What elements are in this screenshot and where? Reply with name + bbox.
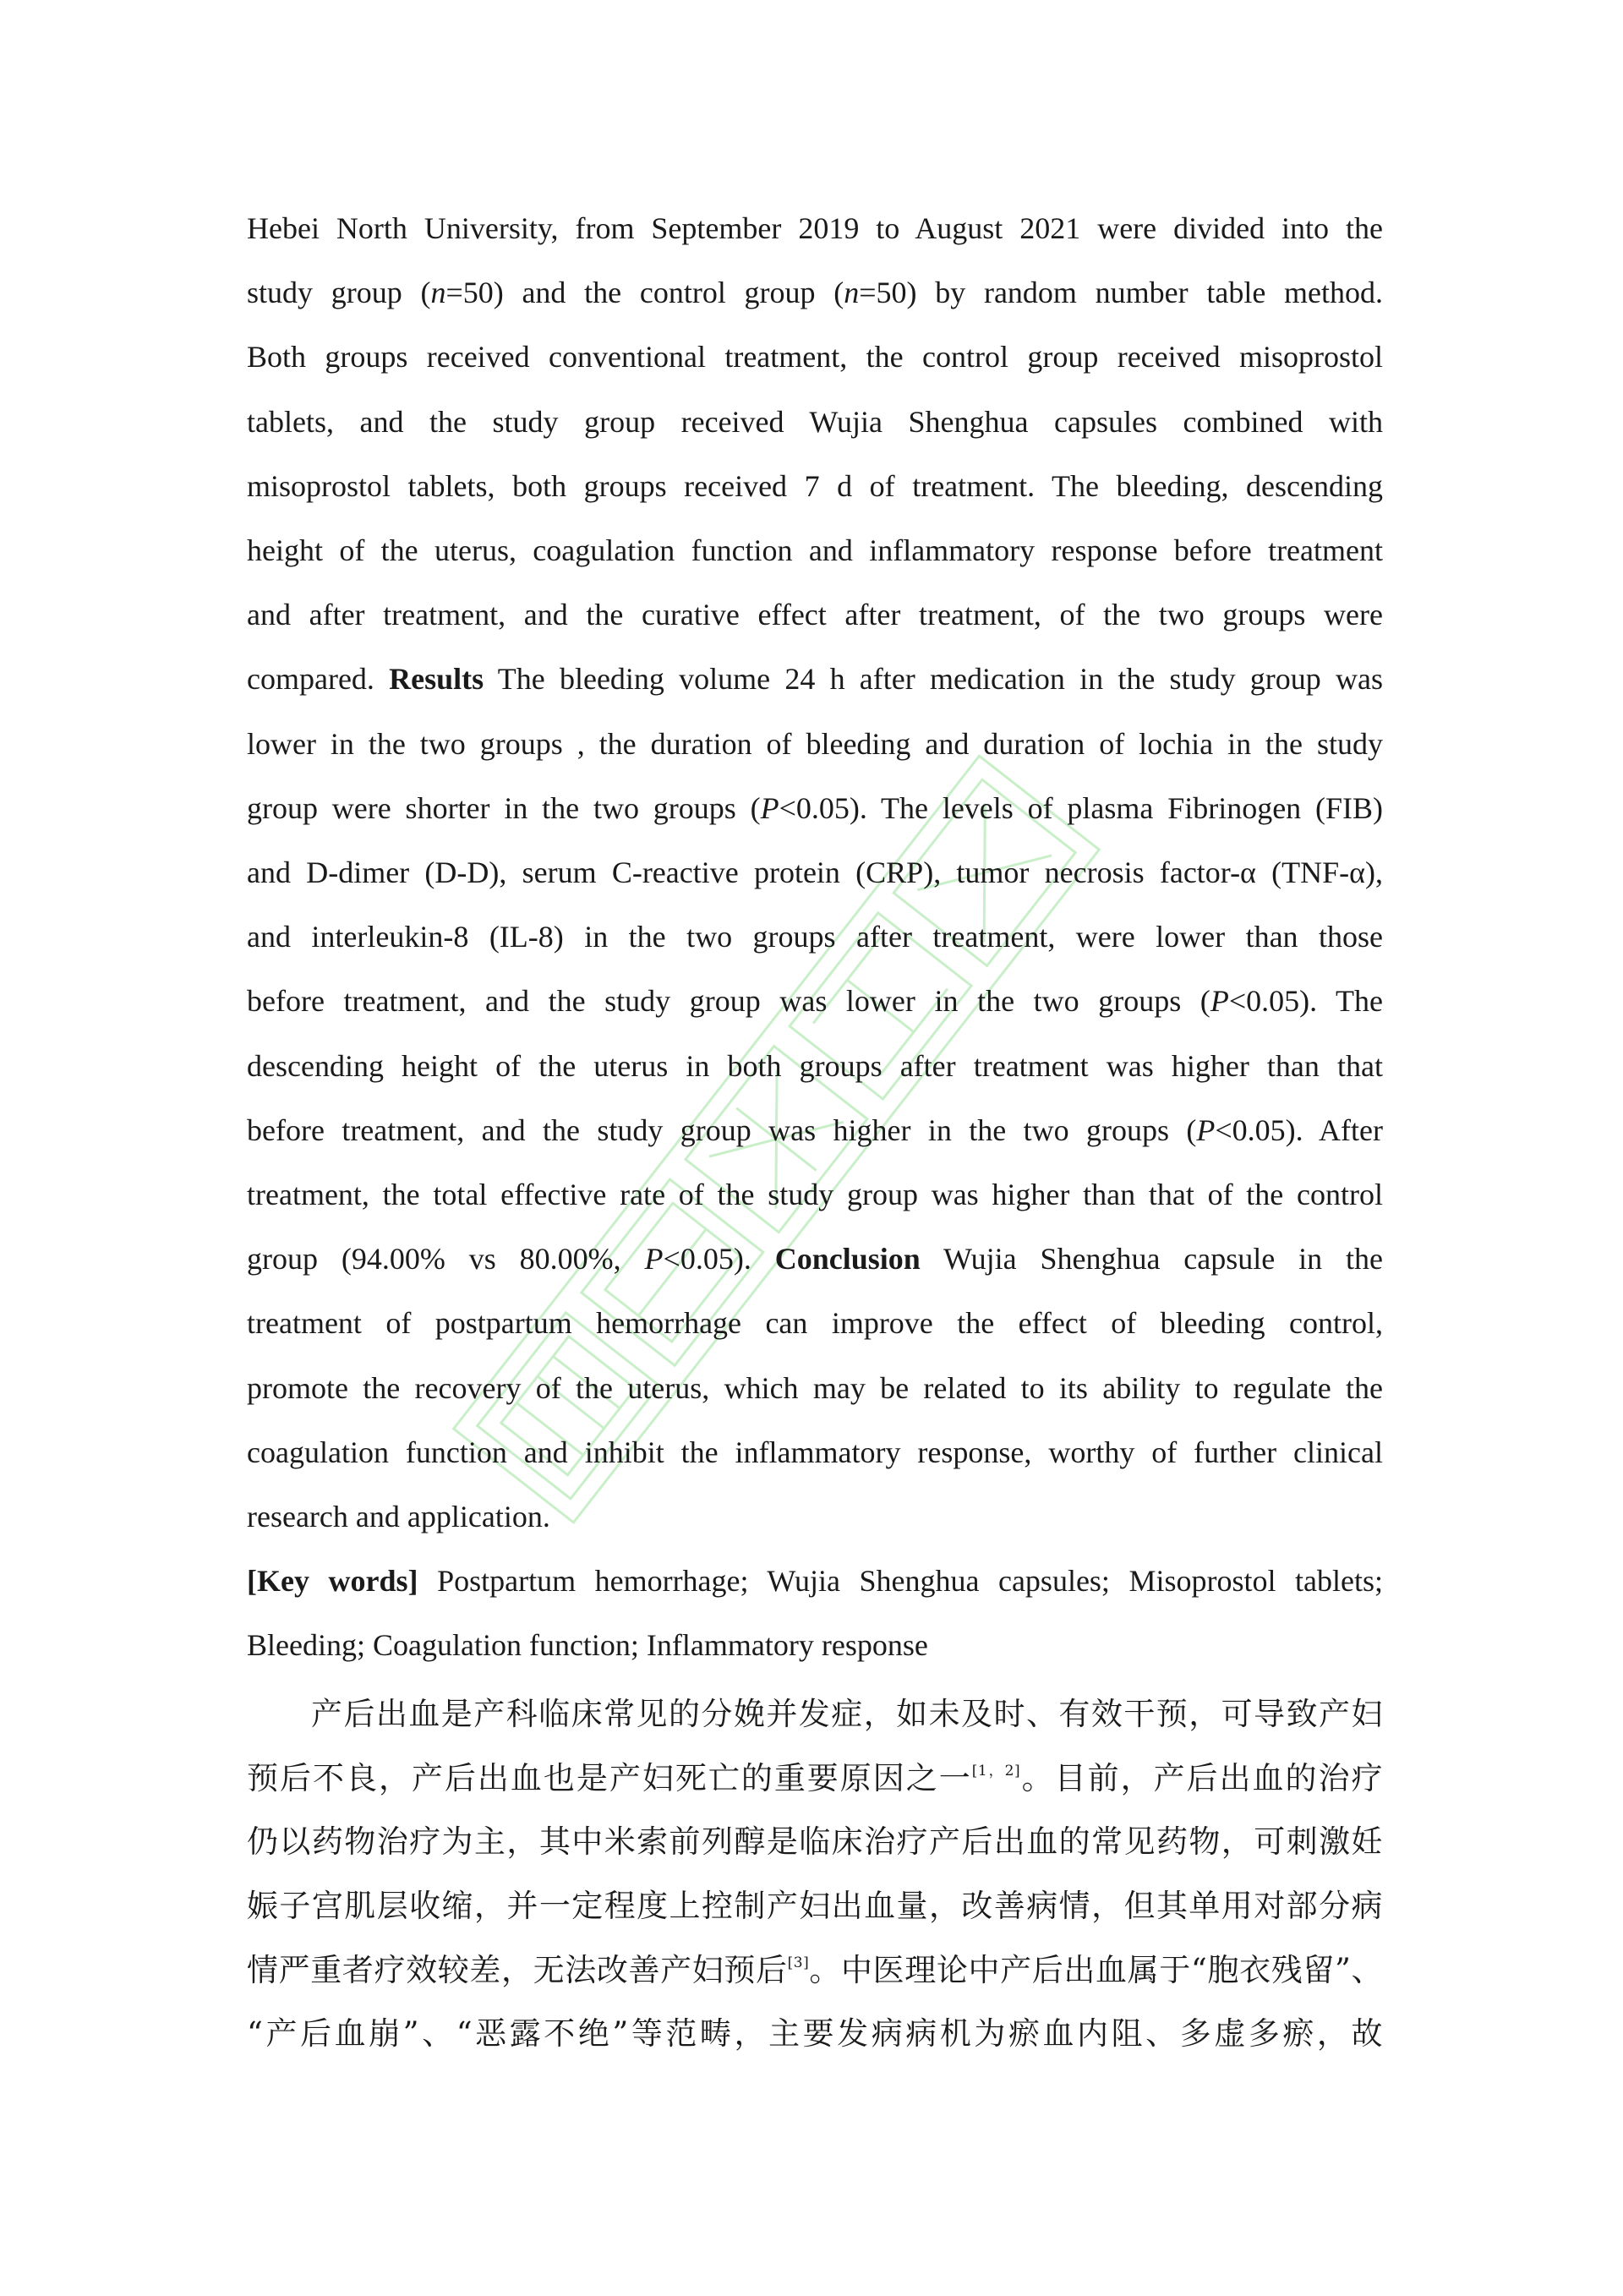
chinese-body <box>247 1682 1383 2066</box>
body-line <box>247 1682 1383 1747</box>
abstract-line <box>247 518 1383 582</box>
body-line <box>247 1810 1383 1874</box>
keywords-label: [Key words] <box>247 1564 418 1599</box>
abstract-line <box>247 260 1383 325</box>
text-span: Both groups received conventional treatment, the control group received misoprostol <box>247 340 1383 374</box>
text-span: “产后血崩”、“恶露不绝”等范畴，主要发病病机为瘀血内阻、多虚多瘀，故 <box>247 2015 1383 2053</box>
italic-p: P <box>760 790 779 825</box>
abstract-line <box>247 1034 1383 1098</box>
italic-p: P <box>644 1242 664 1276</box>
italic-n: n <box>844 276 860 310</box>
text-span: 情严重者疗效较差，无法改善产妇预后 <box>247 1951 788 1988</box>
text-span: research and application. <box>247 1500 550 1534</box>
text-span: group (94.00% vs 80.00%, <box>247 1242 621 1276</box>
text-span: The bleeding volume 24 h after medication in the study group was <box>497 662 1383 697</box>
text-span: group were shorter in the two groups ( <box>247 790 761 825</box>
text-span: <0.05). After <box>1215 1112 1384 1147</box>
abstract-line <box>247 840 1383 905</box>
page-content <box>247 196 1383 2066</box>
keywords-text: Postpartum hemorrhage; Wujia Shenghua capsules; Misoprostol tablets; <box>437 1564 1384 1599</box>
text-span: study group ( <box>247 276 431 310</box>
text-span: <0.05). The <box>1228 984 1384 1019</box>
abstract-line <box>247 454 1383 518</box>
abstract-line <box>247 647 1383 711</box>
text-span: misoprostol tablets, both groups received 7 d of treatment. The bleeding, descending <box>247 468 1383 503</box>
abstract-line <box>247 1356 1383 1420</box>
italic-p: P <box>1196 1112 1216 1147</box>
results-heading: Results <box>389 662 484 697</box>
abstract-line <box>247 1291 1383 1355</box>
citation-ref: [1，2] <box>971 1762 1021 1779</box>
text-span: coagulation function and inhibit the inflammatory response, worthy of further clinical <box>247 1435 1383 1469</box>
text-span: and interleukin-8 (IL-8) in the two groups after treatment, were lower than those <box>247 920 1383 954</box>
keywords-section <box>247 1549 1383 1677</box>
text-span: treatment of postpartum hemorrhage can improve the effect of bleeding control, <box>247 1306 1383 1341</box>
abstract-line <box>247 776 1383 840</box>
text-span: promote the recovery of the uterus, which may be related to its ability to regulate the <box>247 1370 1383 1405</box>
abstract-line <box>247 196 1383 260</box>
abstract-line <box>247 1227 1383 1291</box>
abstract-line <box>247 1484 1383 1549</box>
text-span: <0.05). The levels of plasma Fibrinogen (FIB) <box>779 790 1383 825</box>
abstract-section <box>247 196 1383 1549</box>
text-span: Hebei North University, from September 2019 to August 2021 were divided into the <box>247 211 1383 245</box>
text-span: 。中医理论中产后出血属于“胞衣残留”、 <box>809 1951 1383 1988</box>
abstract-line <box>247 1098 1383 1162</box>
abstract-line <box>247 1162 1383 1227</box>
text-span: 。目前，产后出血的治疗 <box>1020 1759 1383 1796</box>
text-span: before treatment, and the study group was higher in the two groups ( <box>247 1112 1197 1147</box>
text-span: before treatment, and the study group was lower in the two groups ( <box>247 984 1210 1019</box>
text-span: treatment, the total effective rate of the study group was higher than that of the control <box>247 1178 1383 1212</box>
text-span: 产后出血是产科临床常见的分娩并发症，如未及时、有效干预，可导致产妇 <box>311 1696 1383 1733</box>
text-span: height of the uterus, coagulation function and inflammatory response before treatment <box>247 533 1383 568</box>
keywords-line <box>247 1549 1383 1613</box>
abstract-line <box>247 905 1383 969</box>
citation-ref: [3] <box>787 1954 810 1971</box>
body-line <box>247 1938 1383 2003</box>
conclusion-heading: Conclusion <box>774 1242 921 1276</box>
abstract-line <box>247 712 1383 776</box>
body-line <box>247 2002 1383 2066</box>
abstract-line <box>247 582 1383 647</box>
keywords-text: Bleeding; Coagulation function; Inflammatory response <box>247 1628 928 1663</box>
text-span: lower in the two groups , the duration of bleeding and duration of lochia in the study <box>247 726 1383 761</box>
body-line <box>247 1747 1383 1811</box>
text-span: 预后不良，产后出血也是产妇死亡的重要原因之一 <box>247 1759 972 1796</box>
text-span: =50) by random number table method. <box>859 276 1383 310</box>
abstract-line <box>247 390 1383 454</box>
text-span: tablets, and the study group received Wujia Shenghua capsules combined with <box>247 404 1383 439</box>
abstract-line <box>247 1420 1383 1484</box>
italic-n: n <box>430 276 446 310</box>
text-span: =50) and the control group ( <box>445 276 844 310</box>
text-span: and after treatment, and the curative effect after treatment, of the two groups were <box>247 598 1383 632</box>
abstract-line <box>247 969 1383 1033</box>
text-span: descending height of the uterus in both groups after treatment was higher than that <box>247 1048 1383 1083</box>
italic-p: P <box>1210 984 1229 1019</box>
text-span: compared. <box>247 662 374 697</box>
text-span: 仍以药物治疗为主，其中米索前列醇是临床治疗产后出血的常见药物，可刺激妊 <box>247 1823 1383 1861</box>
text-span: <0.05). <box>663 1242 751 1276</box>
abstract-line <box>247 325 1383 389</box>
text-span: 娠子宫肌层收缩，并一定程度上控制产妇出血量，改善病情，但其单用对部分病 <box>247 1888 1383 1925</box>
keywords-line <box>247 1613 1383 1677</box>
text-span: and D-dimer (D-D), serum C-reactive protein (CRP), tumor necrosis factor-α (TNF-α), <box>247 856 1383 890</box>
body-line <box>247 1874 1383 1938</box>
text-span: Wujia Shenghua capsule in the <box>943 1242 1384 1276</box>
